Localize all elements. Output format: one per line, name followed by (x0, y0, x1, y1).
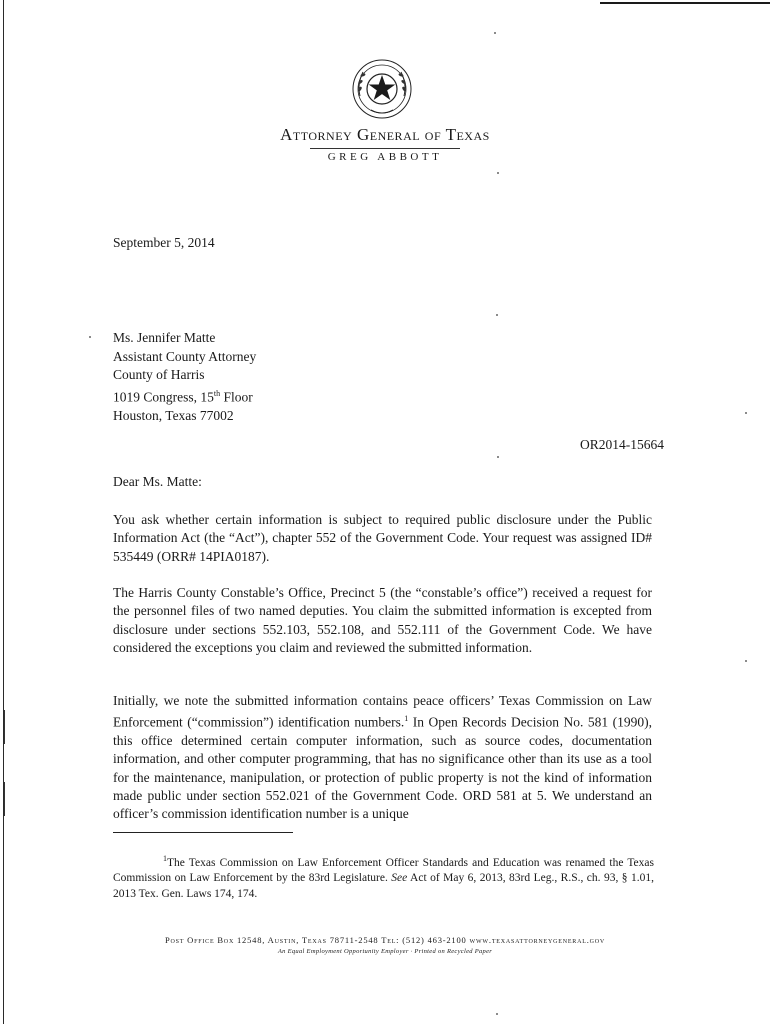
footnote-see: See (391, 872, 408, 885)
footnote-reference: 1 (404, 714, 409, 724)
footnote-text-1: The Texas Commission on Law Enforcement Officer Standards and Education was renamed the Texas Commission on Law Enforcement by the 83rd Legislature. (113, 856, 654, 885)
body-paragraph-1: You ask whether certain information is subject to required public disclosure under the Public Information Act (the “Act”), chapter 552 of the Government Code. Your request was assigned ID# 535449 (ORR# 14PIA0187). (113, 512, 652, 564)
texas-state-seal-icon (351, 58, 413, 120)
paragraph-3-part-2: In Open Records Decision No. 581 (1990), this office determined certain computer information, such as source codes, documentation information, and other computer programming, that has no significance other than its use as a tool for the maintenance, manipulation, or protection of public property is not the kind of information made public under section 552.021 of the Government Code. ORD 581 at 5. We understand an officer’s commission identification number is a unique (113, 714, 652, 822)
scan-speck (745, 412, 747, 414)
recipient-city: Houston, Texas 77002 (113, 407, 234, 423)
attorney-general-name: GREG ABBOTT (327, 151, 443, 163)
margin-mark (4, 782, 5, 816)
scan-speck (745, 660, 747, 662)
scan-speck (497, 456, 499, 458)
street-superscript: th (213, 388, 221, 398)
body-paragraph-3 (113, 692, 652, 824)
scan-speck (89, 336, 91, 338)
agency-name: Attorney General of Texas (280, 125, 490, 144)
scan-edge-top (600, 2, 770, 4)
reference-number: OR2014-15664 (580, 437, 664, 452)
footer-contact: Post Office Box 12548, Austin, Texas 78711-2548 Tel: (512) 463-2100 www.texasattorneygeneral.gov (164, 935, 606, 945)
footnote-text-2: Act of May 6, 2013, 83rd Leg., R.S., ch. 93, § 1.01, 2013 Tex. Gen. Laws 174, 174. (113, 872, 654, 900)
street-prefix: 1019 Congress, 15 (113, 389, 214, 404)
scan-speck (494, 32, 496, 34)
recipient-address (113, 329, 256, 425)
margin-mark (4, 710, 5, 744)
footnote (113, 851, 654, 902)
footnote-mark: 1 (163, 854, 167, 863)
recipient-title: Assistant County Attorney (113, 348, 257, 364)
scan-speck (496, 1013, 498, 1015)
letter-date: September 5, 2014 (113, 235, 215, 250)
recipient-organization: County of Harris (113, 367, 205, 382)
scan-speck (496, 314, 498, 316)
body-paragraph-2: The Harris County Constable’s Office, Precinct 5 (the “constable’s office”) received a request for the personnel files of two named deputies. You claim the submitted information is excepted from disclosure under sections 552.103, 552.108, and 552.111 of the Government Code. We have considered the exceptions you claim and reviewed the submitted information. (113, 585, 652, 655)
recipient-name: Ms. Jennifer Matte (113, 330, 216, 345)
footer-tagline: An Equal Employment Opportunity Employer · Printed on Recycled Paper (277, 948, 493, 955)
recipient-street (113, 385, 256, 407)
scan-speck (497, 172, 499, 174)
street-suffix: Floor (220, 389, 253, 404)
footnote-rule (113, 832, 293, 833)
salutation: Dear Ms. Matte: (113, 474, 202, 489)
letterhead-rule (310, 148, 460, 149)
paragraph-3-part-1: Initially, we note the submitted information contains peace officers’ Texas Commission on Law Enforcement (“commission”) identification numbers. (113, 693, 652, 730)
